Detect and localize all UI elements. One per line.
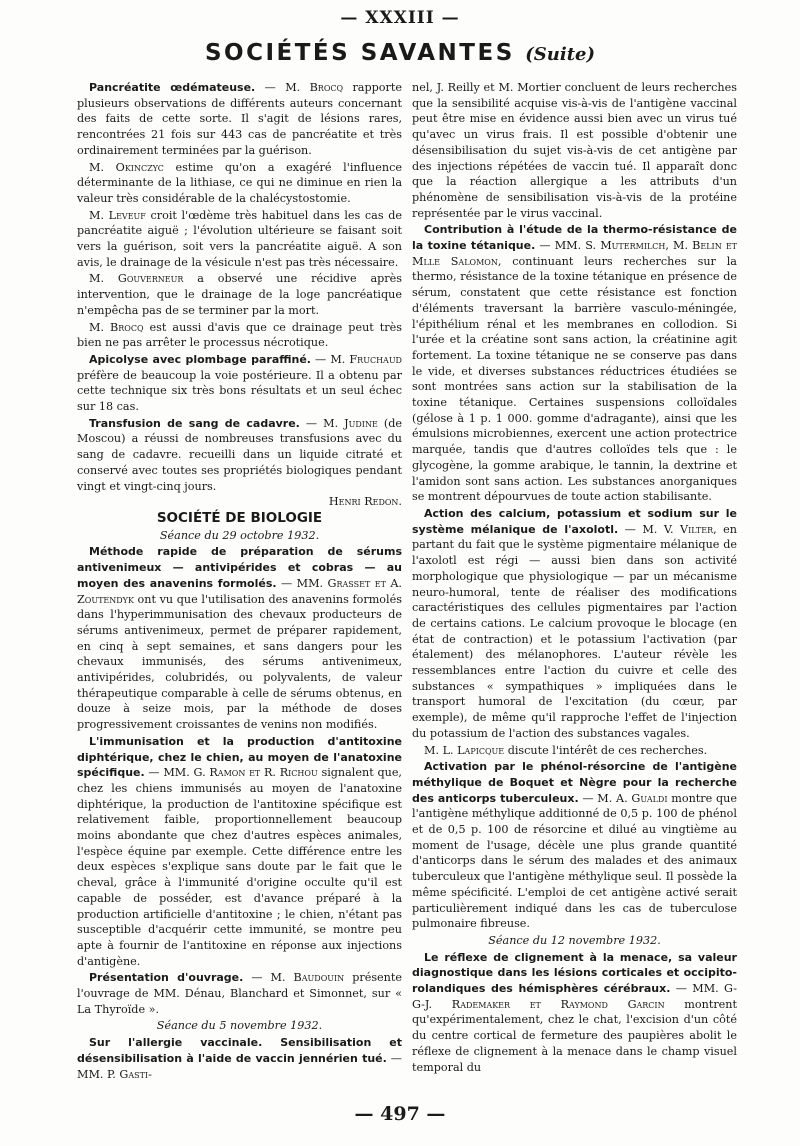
article-text: continuant leurs recherches sur la thermo, résistance de la toxine tétanique en présence de sérum, constatent que cette résistance est fonction d'éléments traversant la barrière vasculo-méningée, l'épithélium rénal et les membranes en collodion. Si l'urée et la créatine sont sans action, la créatinine agit fortement. La toxine tétanique ne se conserve pas dans le vide, et diverses substances réductrices étudiées se sont montrées sans action sur la stabilisation de la toxine tétanique. Certaines suspensions colloïdales (gélose à 1 p. 1 000. gomme d'adragante), ainsi que les émulsions microbiennes, exercent une action protectrice marquée, tandis que d'autres colloïdes tels que : le glycogène, la gomme arabique, le tannin, la dextrine et l'amidon sont sans action. Les substances anorganiques se montrent dépourvues de toute action stabilisante. <box>412 254 737 504</box>
author: MM. G. Ramon et R. Richou <box>163 766 318 780</box>
author: M. L. Lapicque <box>424 743 505 757</box>
article-text: préfère de beaucoup la voie postérieure. Il a obtenu par cette technique six très bons résultats et un seul échec sur 18 cas. <box>77 368 402 414</box>
article-title: Action des calcium, potassium et sodium sur le système mélanique de l'axolotl. <box>412 506 737 536</box>
article-title: Présentation d'ouvrage. <box>89 971 244 985</box>
article-serums: Méthode rapide de préparation de sérums antivenimeux — antivipérides et cobras — au moyen des anavenins formolés. — MM. Grasset et A. Zoutendyk ont vu que l'utilisation des anavenins formolés dans l'hyperimmunisation des chevaux producteurs de sérums antivenimeux, permet de préparer rapidement, en cinq à sept semaines, et sans dangers pour les chevaux immunisés, des sérums antivenimeux, antivipérides, colubridés, ou polyvalents, de valeur thérapeutique comparable à celle de sérums obtenus, en douze à seize mois, par la méthode de doses progressivement croissantes de venins non modifiés. <box>77 545 402 732</box>
article-transfusion: Transfusion de sang de cadavre. — M. Judine (de Moscou) a réussi de nombreuses transfusions avec du sang de cadavre. recueilli dans un liquide citraté et conservé avec toutes ses propriétés biologiques pendant vingt et vingt-cinq jours. Henri Redon. <box>77 416 402 509</box>
seance-date: Séance du 12 novembre 1932. <box>488 933 661 947</box>
article-title: Méthode rapide de préparation de sérums antivenimeux — antivipérides et cobras — au moyen des anavenins formolés. <box>77 545 402 590</box>
article-apicolyse: Apicolyse avec plombage paraffiné. — M. Fruchaud préfère de beaucoup la voie postérieure. Il a obtenu par cette technique six très bons résultats et un seul échec sur 18 cas. <box>77 352 402 414</box>
page-title-main: SOCIÉTÉS SAVANTES <box>204 40 515 66</box>
author: MM. P. Gasti- <box>77 1067 152 1081</box>
article-allergie: Sur l'allergie vaccinale. Sensibilisation et désensibilisation à l'aide de vaccin jennérien tué. — MM. P. Gasti- <box>77 1036 402 1081</box>
seance-date: Séance du 5 novembre 1932. <box>156 1019 323 1033</box>
article-text: montre que l'antigène méthylique additionné de 0,5 p. 100 de phénol et de 0,5 p. 100 de résorcine et dilué au vingtième au moment de l'usage, décèle une plus grande quantité d'anticorps dans le sérum des malades et des animaux tuberculeux que l'antigène méthylique seul. Il possède la même spécificité. L'emploi de cet antigène activé serait particulièrement indiqué dans les cas de tuberculose pulmonaire fibreuse. <box>412 791 737 931</box>
paragraph-continued: nel, J. Reilly et M. Mortier concluent de leurs recherches que la sensibilité acquise vis-à-vis de l'antigène vaccinal peut être mise en évidence aussi bien avec un virus tué qu'avec un virus frais. Il est possible d'obtenir une désensibilisation du sujet vis-à-vis de cet antigène par des injections répétées de vaccin tué. Il apparaît donc que la réaction allergique a les attributs d'un phénomène de sensibilisation vis-à-vis de la protéine représentée par le virus vaccinal. <box>412 81 737 220</box>
author: MM. S. Mutermilch, M. Belin et Mlle Salomon, <box>412 239 738 268</box>
article-title: Sur l'allergie vaccinale. Sensibilisation et désensibilisation à l'aide de vaccin jennérien tué. <box>77 1036 402 1065</box>
author: M. Gouverneur <box>89 272 184 286</box>
left-column <box>77 80 402 1083</box>
author: M. Baudouin <box>270 971 345 985</box>
article-axolotl: Action des calcium, potassium et sodium sur le système mélanique de l'axolotl. — M. V. Vilter, en partant du fait que le système pigmentaire mélanique de l'axolotl est régi — aussi bien dans son activité morphologique que physiologique — par un mécanisme neuro-humoral, tente de réaliser des modifications caractéristiques des cellules pigmentaires par l'action de certains cations. Le calcium provoque le blocage (en état de contraction) et le potassium l'activation (par étalement) des mélanophores. L'auteur révèle les ressemblances entre l'action du cuivre et celle des substances « sympathiques » impliquées dans le transport humoral de l'excitation (du cœur, par exemple), de même qu'il rapproche l'effet de l'injection du potassium de l'action des substances vagales. <box>412 506 737 740</box>
article-text: rapporte plusieurs observations de différents auteurs concernant des faits de cette sorte. Il s'agit de lésions rares, rencontrées 21 fois sur 443 cas de pancréatite et très ordinairement terminées par la guérison. <box>77 81 402 157</box>
author: M. Okinczyc <box>89 160 164 174</box>
page-title <box>0 40 800 66</box>
article-text: signalent que, chez les chiens immunisés au moyen de l'anatoxine diphtérique, la production de l'antitoxine spécifique est relativement faible, proportionnellement beaucoup moins abondante que chez d'autres espèces animales, l'espèce équine par exemple. Cette différence entre les deux espèces s'explique sans doute par le fait que le cheval, grâce à l'immunité d'origine occulte qu'il est capable de posséder, est d'avance préparé à la production artificielle d'antitoxine ; le chien, n'étant pas susceptible d'acquérir cette immunité, se montre peu apte à fournir de l'antitoxine en réponse aux injections d'antigène. <box>77 766 402 968</box>
seance-date: Séance du 29 octobre 1932. <box>159 528 320 542</box>
page-number: — 497 — <box>354 1103 446 1125</box>
article-title: L'immunisation et la production d'antitoxine diphtérique, chez le chien, au moyen de l'anatoxine spécifique. <box>77 734 402 780</box>
paragraph <box>77 160 402 207</box>
author: M. Judine <box>323 416 378 430</box>
right-column <box>412 80 737 1076</box>
signature: Henri Redon. <box>328 495 402 509</box>
author: MM. Grasset et A. Zoutendyk <box>77 576 402 606</box>
paragraph-text: croit l'œdème très habituel dans les cas de pancréatite aiguë ; l'évolution ultérieure se faisant soit vers la guérison, soit vers la pancréatite aiguë. A son avis, le drainage de la vésicule n'est pas très nécessaire. <box>77 208 402 269</box>
author: M. V. Vilter, <box>642 522 717 536</box>
article-ouvrage: Présentation d'ouvrage. — M. Baudouin présente l'ouvrage de MM. Dénau, Blanchard et Simonnet, sur « La Thyroïde ». <box>77 971 403 1016</box>
paragraph-text: a observé une récidive après intervention, que le drainage de la loge pancréatique n'empêcha pas de se terminer par la mort. <box>77 272 402 317</box>
page-title-suite: (Suite) <box>525 44 596 65</box>
paragraph <box>77 208 402 271</box>
author: M. Fruchaud <box>330 352 402 366</box>
article-text: en partant du fait que le système pigmentaire mélanique de l'axolotl est régi — aussi bien dans son activité morphologique que physiologique — par un mécanisme neuro-humoral, tente de réaliser des modifications caractéristiques des cellules pigmentaires par l'action de certains cations. Le calcium provoque le blocage (en état de contraction) et le potassium l'activation (par étalement) des mélanophores. L'auteur révèle les ressemblances entre l'action du cuivre et celle des substances « sympathiques » impliquées dans le transport humoral de l'excitation (du cœur, par exemple), de même qu'il rapproche l'effet de l'injection du potassium de l'action des substances vagales. <box>412 522 737 740</box>
author: M. Brocq <box>89 320 144 334</box>
article-text: (de Moscou) a réussi de nombreuses transfusions avec du sang de cadavre. recueilli dans un liquide citraté et conservé avec toutes ses propriétés biologiques pendant vingt et vingt-cinq jours. <box>77 416 402 493</box>
article-thermo-resistance: Contribution à l'étude de la thermo-résistance de la toxine tétanique. — MM. S. Mutermilch, M. Belin et Mlle Salomon, continuant leurs recherches sur la thermo, résistance de la toxine tétanique en présence de sérum, constatent que cette résistance est fonction d'éléments traversant la barrière vasculo-méningée, l'épithélium rénal et les membranes en collodion. Si l'urée et la créatine sont sans action, la créatinine agit fortement. La toxine tétanique ne se conserve pas dans le vide, et diverses substances réductrices étudiées se sont montrées sans action sur la stabilisation de la toxine tétanique. Certaines suspensions colloïdales (gélose à 1 p. 1 000. gomme d'adragante), ainsi que les émulsions microbiennes, exercent une action protectrice marquée, tandis que d'autres colloïdes tels que : le glycogène, la gomme arabique, le tannin, la dextrine et l'amidon sont sans action. Les substances anorganiques se montrent dépourvues de toute action stabilisante. <box>412 223 738 504</box>
article-phenol-resorcine: Activation par le phénol-résorcine de l'antigène méthylique de Boquet et Nègre pour la recherche des anticorps tuberculeux. — M. A. Gualdi montre que l'antigène méthylique additionné de 0,5 p. 100 de phénol et de 0,5 p. 100 de résorcine et dilué au vingtième au moment de l'usage, décèle une plus grande quantité d'anticorps dans le sérum des malades et des animaux tuberculeux que l'antigène méthylique seul. Il possède la même spécificité. L'emploi de cet antigène activé serait particulièrement indiqué dans les cas de tuberculose pulmonaire fibreuse. <box>412 760 737 931</box>
article-text: montrent qu'expérimentalement, chez le chat, l'excision d'un côté du centre cortical de fermeture des paupières abolit le réflexe de clignement à la menace dans le champ visuel temporal du <box>412 997 737 1074</box>
paragraph <box>77 320 402 351</box>
article-text: présente l'ouvrage de MM. Dénau, Blanchard et Simonnet, sur « La Thyroïde ». <box>77 971 403 1016</box>
article-title: Contribution à l'étude de la thermo-résistance de la toxine tétanique. <box>412 223 737 253</box>
paragraph-text: estime qu'on a exagéré l'influence déterminante de la lithiase, ce qui ne diminue en rien la valeur très considérable de la chalécystostomie. <box>77 160 402 205</box>
section-heading: SOCIÉTÉ DE BIOLOGIE <box>156 509 323 526</box>
article-text: ont vu que l'utilisation des anavenins formolés dans l'hyperimmunisation des chevaux producteurs de sérums antivenimeux, permet de préparer rapidement, en cinq à sept semaines, et sans dangers pour les chevaux immunisés, des sérums antivenimeux, antivipérides, colubridés, ou polyvalents, de valeur thérapeutique comparable à celle de sérums obtenus, en douze à seize mois, par la méthode de doses progressivement croissantes de venins non modifiés. <box>77 592 402 732</box>
article-title: Pancréatite œdémateuse. <box>89 81 256 94</box>
author: MM. G-G-J. Rademaker et Raymond Garcin <box>412 982 737 1011</box>
article-title: Le réflexe de clignement à la menace, sa valeur diagnostique dans les lésions corticales et occipito-rolandiques des hémisphères cérébraux. <box>412 950 737 996</box>
article-antitoxine: L'immunisation et la production d'antitoxine diphtérique, chez le chien, au moyen de l'anatoxine spécifique. — MM. G. Ramon et R. Richou signalent que, chez les chiens immunisés au moyen de l'anatoxine diphtérique, la production de l'antitoxine spécifique est relativement faible, proportionnellement beaucoup moins abondante que chez d'autres espèces animales, l'espèce équine par exemple. Cette différence entre les deux espèces s'explique sans doute par le fait que le cheval, grâce à l'immunité d'origine occulte qu'il est capable de posséder, est d'avance préparé à la production artificielle d'antitoxine ; le chien, n'étant pas susceptible d'acquérir cette immunité, se montre peu apte à fournir de l'antitoxine en réponse aux injections d'antigène. <box>77 734 402 968</box>
article-title: Apicolyse avec plombage paraffiné. <box>89 352 311 366</box>
paragraph-text: est aussi d'avis que ce drainage peut très bien ne pas arrêter le processus nécrotique. <box>77 320 402 350</box>
article-title: Transfusion de sang de cadavre. <box>89 416 300 430</box>
page-roman-numeral: — XXXIII — <box>340 8 460 28</box>
paragraph-text: discute l'intérêt de ces recherches. <box>507 743 708 757</box>
article-pancreatite: Pancréatite œdémateuse. — M. Brocq rapporte plusieurs observations de différents auteurs concernant des faits de cette sorte. Il s'agit de lésions rares, rencontrées 21 fois sur 443 cas de pancréatite et très ordinairement terminées par la guérison. <box>77 81 402 157</box>
paragraph <box>77 271 402 318</box>
article-reflexe: Le réflexe de clignement à la menace, sa valeur diagnostique dans les lésions corticales et occipito-rolandiques des hémisphères cérébraux. — MM. G-G-J. Rademaker et Raymond Garcin montrent qu'expérimentalement, chez le chat, l'excision d'un côté du centre cortical de fermeture des paupières abolit le réflexe de clignement à la menace dans le champ visuel temporal du <box>412 950 737 1074</box>
paragraph <box>412 743 737 759</box>
author: M. A. Gualdi <box>597 791 668 805</box>
article-title: Activation par le phénol-résorcine de l'antigène méthylique de Boquet et Nègre pour la recherche des anticorps tuberculeux. <box>412 760 737 805</box>
author: M. Leveuf <box>89 208 146 222</box>
author: M. Brocq <box>285 81 344 94</box>
